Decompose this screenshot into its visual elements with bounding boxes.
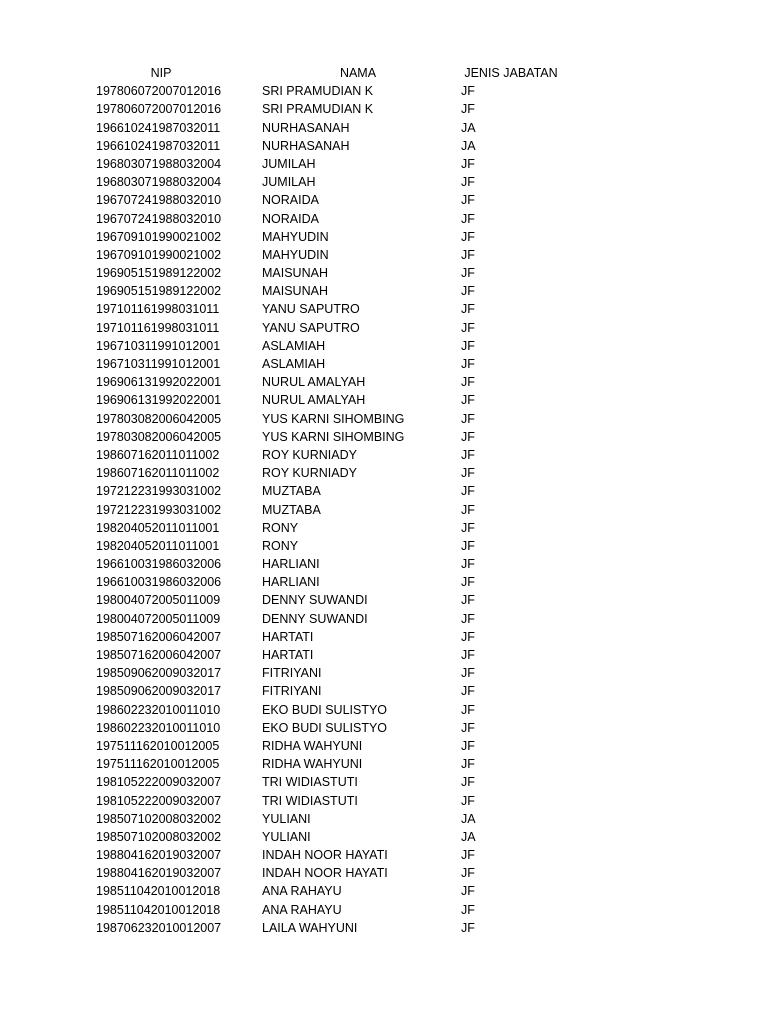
cell-nama: ANA RAHAYU xyxy=(262,902,342,917)
cell-jenis-jabatan: JF xyxy=(461,611,475,626)
cell-nama: YULIANI xyxy=(262,829,311,844)
cell-nip: 197803082006042005 xyxy=(96,411,222,426)
cell-nama: INDAH NOOR HAYATI xyxy=(262,866,388,881)
cell-nip: 196610241987032011 xyxy=(96,120,221,135)
table-row xyxy=(0,391,768,409)
cell-jenis-jabatan: JF xyxy=(461,284,475,299)
cell-jenis-jabatan: JF xyxy=(461,720,475,735)
table-row xyxy=(0,264,768,282)
cell-jenis-jabatan: JF xyxy=(461,648,475,662)
cell-jenis-jabatan: JF xyxy=(461,229,475,244)
table-row xyxy=(0,919,768,937)
cell-nip: 197212231993031002 xyxy=(96,484,222,499)
cell-nama: DENNY SUWANDI xyxy=(262,611,368,626)
cell-jenis-jabatan: JF xyxy=(461,247,475,262)
table-row xyxy=(0,792,768,810)
cell-nip: 196707241988032010 xyxy=(96,211,222,226)
table-row xyxy=(0,373,768,391)
cell-nip: 198204052011011001 xyxy=(96,520,220,535)
cell-nip: 197212231993031002 xyxy=(96,502,222,517)
cell-nama: NURUL AMALYAH xyxy=(262,393,366,408)
employee-table xyxy=(0,64,768,937)
table-body xyxy=(0,82,768,937)
cell-nip: 198507102008032002 xyxy=(96,811,222,826)
cell-nip: 198004072005011009 xyxy=(96,593,221,608)
cell-jenis-jabatan: JF xyxy=(461,866,475,881)
table-row xyxy=(0,82,768,100)
table-row xyxy=(0,573,768,591)
table-header-row xyxy=(0,64,768,82)
cell-nip: 198105222009032007 xyxy=(96,775,222,790)
cell-nip: 196610241987032011 xyxy=(96,138,221,153)
cell-nip: 198706232010012007 xyxy=(96,920,222,935)
cell-nip: 196803071988032004 xyxy=(96,175,222,190)
cell-jenis-jabatan: JF xyxy=(461,484,475,499)
cell-nip: 196709101990021002 xyxy=(96,229,222,244)
cell-nama: ROY KURNIADY xyxy=(262,466,357,481)
cell-jenis-jabatan: JF xyxy=(461,557,475,572)
cell-nama: MUZTABA xyxy=(262,502,321,517)
cell-nama: EKO BUDI SULISTYO xyxy=(262,720,388,735)
cell-nama: DENNY SUWANDI xyxy=(262,593,368,608)
cell-nip: 197806072007012016 xyxy=(96,102,222,117)
cell-nip: 198204052011011001 xyxy=(96,538,220,553)
cell-jenis-jabatan: JF xyxy=(461,538,475,553)
cell-nip: 196710311991012001 xyxy=(96,357,221,371)
cell-nama: FITRIYANI xyxy=(262,684,322,699)
cell-nip: 197511162010012005 xyxy=(96,738,220,753)
cell-jenis-jabatan: JF xyxy=(461,193,475,208)
table-row xyxy=(0,901,768,919)
table-row xyxy=(0,537,768,555)
cell-nama: JUMILAH xyxy=(262,175,316,190)
cell-jenis-jabatan: JF xyxy=(461,211,475,226)
table-row xyxy=(0,755,768,773)
cell-nama: HARTATI xyxy=(262,629,314,644)
cell-jenis-jabatan: JF xyxy=(461,848,475,863)
cell-nama: MAHYUDIN xyxy=(262,229,329,244)
cell-nama: JUMILAH xyxy=(262,156,316,171)
cell-nama: ROY KURNIADY xyxy=(262,447,357,462)
cell-jenis-jabatan: JF xyxy=(461,357,475,371)
cell-nama: RONY xyxy=(262,520,299,535)
table-row xyxy=(0,282,768,300)
cell-jenis-jabatan: JF xyxy=(461,393,475,408)
cell-nip: 196610031986032006 xyxy=(96,557,222,572)
table-row xyxy=(0,119,768,137)
table-row xyxy=(0,191,768,209)
cell-jenis-jabatan: JF xyxy=(461,411,475,426)
cell-jenis-jabatan: JA xyxy=(461,811,476,826)
table-row xyxy=(0,682,768,700)
cell-nip: 198607162011011002 xyxy=(96,466,220,481)
cell-nama: ASLAMIAH xyxy=(262,338,326,353)
cell-nama: MAISUNAH xyxy=(262,266,328,281)
cell-nip: 198511042010012018 xyxy=(96,902,221,917)
cell-nama: NORAIDA xyxy=(262,211,319,226)
cell-nama: YANU SAPUTRO xyxy=(262,320,360,335)
cell-nip: 196803071988032004 xyxy=(96,156,222,171)
cell-jenis-jabatan: JF xyxy=(461,793,475,808)
cell-nama: RIDHA WAHYUNI xyxy=(262,738,363,753)
cell-nama: EKO BUDI SULISTYO xyxy=(262,702,388,717)
cell-nama: YUS KARNI SIHOMBING xyxy=(262,411,405,426)
cell-nip: 197806072007012016 xyxy=(96,84,222,99)
cell-nip: 196707241988032010 xyxy=(96,193,222,208)
cell-nama: SRI PRAMUDIAN K xyxy=(262,102,374,117)
cell-nama: NURUL AMALYAH xyxy=(262,375,366,390)
cell-jenis-jabatan: JF xyxy=(461,338,475,353)
table-row xyxy=(0,501,768,519)
cell-nama: RONY xyxy=(262,538,299,553)
cell-nama: SRI PRAMUDIAN K xyxy=(262,84,374,99)
cell-jenis-jabatan: JF xyxy=(461,447,475,462)
table-row xyxy=(0,664,768,682)
cell-nip: 198602232010011010 xyxy=(96,702,221,717)
cell-jenis-jabatan: JF xyxy=(461,84,475,99)
cell-nama: YULIANI xyxy=(262,811,311,826)
cell-nip: 198804162019032007 xyxy=(96,848,222,863)
table-row xyxy=(0,355,768,373)
cell-nama: ASLAMIAH xyxy=(262,357,326,371)
cell-nip: 198105222009032007 xyxy=(96,793,222,808)
cell-nip: 198607162011011002 xyxy=(96,447,220,462)
cell-nama: TRI WIDIASTUTI xyxy=(262,775,358,790)
cell-jenis-jabatan: JF xyxy=(461,593,475,608)
cell-nama: NURHASANAH xyxy=(262,138,350,153)
table-row xyxy=(0,591,768,609)
cell-nama: NURHASANAH xyxy=(262,120,350,135)
table-row xyxy=(0,410,768,428)
cell-nip: 198507162006042007 xyxy=(96,648,222,662)
cell-jenis-jabatan: JF xyxy=(461,920,475,935)
cell-jenis-jabatan: JA xyxy=(461,138,476,153)
cell-nip: 197803082006042005 xyxy=(96,429,222,444)
cell-jenis-jabatan: JF xyxy=(461,520,475,535)
cell-jenis-jabatan: JF xyxy=(461,102,475,117)
cell-jenis-jabatan: JF xyxy=(461,666,475,681)
cell-nip: 197101161998031011 xyxy=(96,302,220,317)
cell-jenis-jabatan: JF xyxy=(461,175,475,190)
cell-nip: 196905151989122002 xyxy=(96,284,222,299)
cell-jenis-jabatan: JF xyxy=(461,738,475,753)
cell-nip: 196710311991012001 xyxy=(96,338,221,353)
cell-nama: FITRIYANI xyxy=(262,666,322,681)
cell-nama: MUZTABA xyxy=(262,484,321,499)
cell-nip: 198507162006042007 xyxy=(96,629,222,644)
cell-nama: ANA RAHAYU xyxy=(262,884,342,899)
cell-jenis-jabatan: JF xyxy=(461,320,475,335)
table-row xyxy=(0,100,768,118)
cell-nip: 198509062009032017 xyxy=(96,684,222,699)
cell-jenis-jabatan: JA xyxy=(461,120,476,135)
table-row xyxy=(0,446,768,464)
header-nama: NAMA xyxy=(339,66,377,80)
cell-jenis-jabatan: JF xyxy=(461,502,475,517)
cell-nip: 196610031986032006 xyxy=(96,575,222,590)
cell-jenis-jabatan: JF xyxy=(461,757,475,772)
cell-nip: 196906131992022001 xyxy=(96,393,222,408)
table-row xyxy=(0,464,768,482)
table-row xyxy=(0,719,768,737)
table-row xyxy=(0,155,768,173)
cell-nama: YANU SAPUTRO xyxy=(262,302,360,317)
cell-nama: HARLIANI xyxy=(262,557,320,572)
cell-nip: 197101161998031011 xyxy=(96,320,220,335)
table-row xyxy=(0,173,768,191)
cell-jenis-jabatan: JF xyxy=(461,702,475,717)
cell-nama: RIDHA WAHYUNI xyxy=(262,757,363,772)
cell-nip: 197511162010012005 xyxy=(96,757,220,772)
cell-jenis-jabatan: JF xyxy=(461,156,475,171)
cell-nip: 198804162019032007 xyxy=(96,866,222,881)
table-row xyxy=(0,428,768,446)
cell-nama: HARTATI xyxy=(262,648,314,662)
table-row xyxy=(0,773,768,791)
table-row xyxy=(0,228,768,246)
table-row xyxy=(0,628,768,646)
table-row xyxy=(0,828,768,846)
table-row xyxy=(0,300,768,318)
table-row xyxy=(0,137,768,155)
cell-jenis-jabatan: JF xyxy=(461,575,475,590)
cell-nama: LAILA WAHYUNI xyxy=(262,920,358,935)
table-row xyxy=(0,210,768,228)
cell-nama: MAHYUDIN xyxy=(262,247,329,262)
cell-jenis-jabatan: JF xyxy=(461,684,475,699)
cell-jenis-jabatan: JF xyxy=(461,775,475,790)
cell-nip: 198509062009032017 xyxy=(96,666,222,681)
cell-jenis-jabatan: JF xyxy=(461,302,475,317)
table-row xyxy=(0,337,768,355)
table-row xyxy=(0,519,768,537)
cell-nama: NORAIDA xyxy=(262,193,319,208)
table-row xyxy=(0,737,768,755)
cell-jenis-jabatan: JF xyxy=(461,266,475,281)
cell-nama: INDAH NOOR HAYATI xyxy=(262,848,388,863)
table-row xyxy=(0,864,768,882)
table-row xyxy=(0,646,768,664)
table-row xyxy=(0,319,768,337)
table-row xyxy=(0,610,768,628)
cell-nama: HARLIANI xyxy=(262,575,320,590)
cell-nip: 198507102008032002 xyxy=(96,829,222,844)
cell-nama: MAISUNAH xyxy=(262,284,328,299)
cell-nama: YUS KARNI SIHOMBING xyxy=(262,429,405,444)
cell-jenis-jabatan: JA xyxy=(461,829,476,844)
cell-nama: TRI WIDIASTUTI xyxy=(262,793,358,808)
table-row xyxy=(0,882,768,900)
cell-jenis-jabatan: JF xyxy=(461,902,475,917)
cell-nip: 196709101990021002 xyxy=(96,247,222,262)
table-row xyxy=(0,810,768,828)
cell-nip: 198511042010012018 xyxy=(96,884,221,899)
table-row xyxy=(0,846,768,864)
table-row xyxy=(0,555,768,573)
header-jenis-jabatan: JENIS JABATAN xyxy=(464,66,558,80)
cell-jenis-jabatan: JF xyxy=(461,629,475,644)
cell-jenis-jabatan: JF xyxy=(461,429,475,444)
cell-jenis-jabatan: JF xyxy=(461,375,475,390)
cell-nip: 196906131992022001 xyxy=(96,375,222,390)
table-row xyxy=(0,246,768,264)
cell-jenis-jabatan: JF xyxy=(461,466,475,481)
cell-nip: 198602232010011010 xyxy=(96,720,221,735)
header-nip: NIP xyxy=(150,66,172,80)
table-row xyxy=(0,482,768,500)
cell-nip: 196905151989122002 xyxy=(96,266,222,281)
table-row xyxy=(0,701,768,719)
cell-nip: 198004072005011009 xyxy=(96,611,221,626)
cell-jenis-jabatan: JF xyxy=(461,884,475,899)
